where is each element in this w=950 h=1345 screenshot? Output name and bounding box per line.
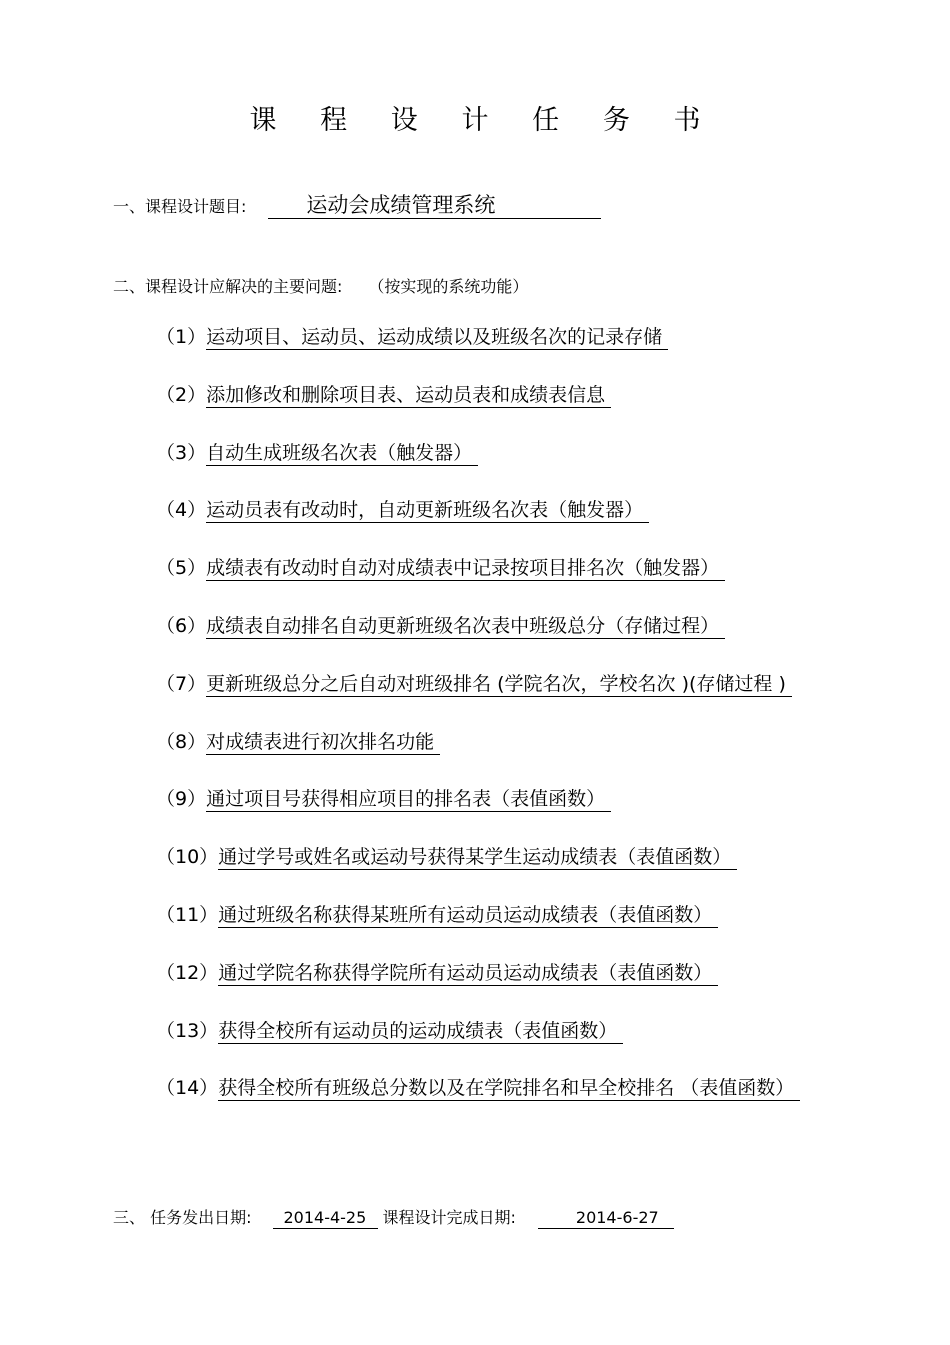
item-number: （13） xyxy=(156,1019,219,1042)
item-number: （6） xyxy=(156,614,207,637)
item-text: 运动员表有改动时，自动更新班级名次表（触发器） xyxy=(206,498,649,523)
item-text: 通过班级名称获得某班所有运动员运动成绩表（表值函数） xyxy=(218,903,718,928)
list-item xyxy=(156,670,800,699)
topic-label: 一、课程设计题目: xyxy=(113,197,247,216)
item-text: 通过学院名称获得学院所有运动员运动成绩表（表值函数） xyxy=(218,961,718,986)
item-text: 更新班级总分之后自动对班级排名 (学院名次，学校名次 )(存储过程 ) xyxy=(206,672,792,697)
list-item xyxy=(156,785,800,814)
item-number: （8） xyxy=(156,730,207,753)
item-text: 成绩表自动排名自动更新班级名次表中班级总分（存储过程） xyxy=(206,614,725,639)
item-text: 获得全校所有班级总分数以及在学院排名和早全校排名 （表值函数） xyxy=(218,1076,800,1101)
issue-date-label: 三、 任务发出日期: xyxy=(113,1208,252,1227)
section-problems xyxy=(113,274,528,297)
item-number: （11） xyxy=(156,903,219,926)
issue-date-value: 2014-4-25 xyxy=(273,1208,378,1229)
item-text: 添加修改和删除项目表、运动员表和成绩表信息 xyxy=(206,383,611,408)
list-item xyxy=(156,843,800,872)
item-text: 成绩表有改动时自动对成绩表中记录按项目排名次（触发器） xyxy=(206,556,725,581)
topic-value: 运动会成绩管理系统 xyxy=(268,192,601,219)
section-dates xyxy=(113,1205,674,1229)
item-number: （2） xyxy=(156,383,207,406)
item-text: 自动生成班级名次表（触发器） xyxy=(206,441,478,466)
list-item xyxy=(156,1017,800,1046)
problems-label: 二、课程设计应解决的主要问题: xyxy=(113,277,343,296)
item-text: 通过学号或姓名或运动号获得某学生运动成绩表（表值函数） xyxy=(218,845,737,870)
item-number: （5） xyxy=(156,557,207,580)
list-item xyxy=(156,901,800,930)
list-item xyxy=(156,439,800,468)
list-item xyxy=(156,728,800,757)
item-text: 运动项目、运动员、运动成绩以及班级名次的记录存储 xyxy=(206,325,668,350)
finish-date-label: 课程设计完成日期: xyxy=(382,1208,516,1227)
item-number: （14） xyxy=(156,1077,219,1100)
item-number: （10） xyxy=(156,846,219,869)
problem-list xyxy=(156,323,800,1132)
document-title: 课 程 设 计 任 务 书 xyxy=(249,105,719,136)
item-number: （1） xyxy=(156,326,207,348)
item-text: 通过项目号获得相应项目的排名表（表值函数） xyxy=(206,787,611,812)
list-item xyxy=(156,381,800,410)
item-number: （9） xyxy=(156,788,207,811)
list-item xyxy=(156,612,800,641)
problems-hint: （按实现的系统功能） xyxy=(368,277,529,296)
item-text: 对成绩表进行初次排名功能 xyxy=(206,730,440,755)
item-text: 获得全校所有运动员的运动成绩表（表值函数） xyxy=(218,1019,623,1044)
item-number: （4） xyxy=(156,499,207,522)
section-topic xyxy=(113,192,601,219)
list-item xyxy=(156,1074,800,1103)
item-number: （3） xyxy=(156,441,207,464)
finish-date-value: 2014-6-27 xyxy=(538,1208,674,1229)
list-item xyxy=(156,554,800,583)
item-number: （7） xyxy=(156,672,207,695)
list-item xyxy=(156,959,800,988)
list-item xyxy=(156,496,800,525)
item-number: （12） xyxy=(156,961,219,984)
list-item xyxy=(156,323,800,352)
